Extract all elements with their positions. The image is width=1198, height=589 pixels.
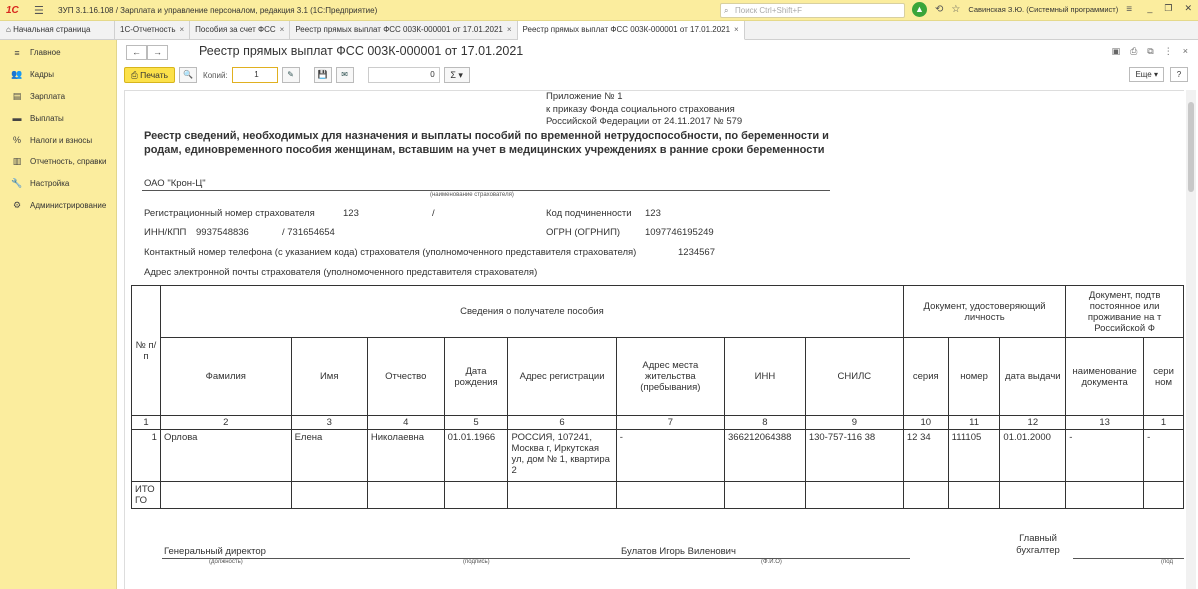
- col-number-label: 9: [805, 416, 903, 430]
- fio-caption: (Ф.И.О): [761, 559, 782, 565]
- copies-input[interactable]: 1: [232, 67, 278, 83]
- position-caption: (должность): [209, 559, 243, 565]
- sidebar-item-settings[interactable]: 🔧 Настройка: [11, 178, 70, 189]
- sidebar-item-payments[interactable]: ▬ Выплаты: [0, 107, 116, 129]
- wrench-icon: 🔧: [11, 178, 23, 189]
- preview-button[interactable]: 🔍: [179, 67, 197, 83]
- chief-sign-caption: (под: [1161, 559, 1173, 565]
- header-recipient: Сведения о получателе пособия: [160, 286, 903, 338]
- close-tab-icon[interactable]: ×: [179, 25, 185, 34]
- signature-line: [162, 558, 910, 559]
- printer-icon[interactable]: ⎙: [1130, 46, 1138, 56]
- director-position: Генеральный директор: [164, 546, 266, 557]
- home-icon: ⌂: [6, 25, 14, 34]
- close-tab-icon[interactable]: ×: [734, 25, 739, 34]
- percent-icon: %: [12, 135, 21, 146]
- col-number-label: 7: [616, 416, 724, 430]
- col-number-label: 4: [367, 416, 444, 430]
- cell-doc-name[interactable]: -: [1066, 430, 1144, 482]
- col-number-label: 6: [508, 416, 616, 430]
- list-icon: ▤: [12, 90, 22, 101]
- inn-label: ИНН/КПП: [144, 227, 187, 238]
- toolbar: [124, 66, 470, 84]
- search-input[interactable]: ⌕ Поиск Ctrl+Shift+F: [720, 3, 905, 18]
- col-snils: СНИЛС: [805, 338, 903, 416]
- vertical-scrollbar[interactable]: [1186, 90, 1196, 589]
- header-num: № п/п: [132, 286, 161, 416]
- col-number-label: 1: [132, 416, 161, 430]
- notifications-icon[interactable]: ▲: [912, 2, 927, 17]
- app-title: ЗУП 3.1.16.108 / Зарплата и управление персоналом, редакция 3.1 (1С:Предприятие): [57, 5, 378, 15]
- col-doc-series: сери ном: [1144, 338, 1184, 416]
- tab-fss-benefits[interactable]: Пособия за счет ФСС ×: [190, 21, 290, 40]
- registry-table: [131, 285, 1184, 509]
- close-icon[interactable]: ×: [1182, 46, 1188, 56]
- open-tabs: [0, 21, 1198, 40]
- col-number-label: 10: [903, 416, 948, 430]
- people-icon: 👥: [11, 69, 23, 80]
- signature-caption: (подпись): [463, 559, 490, 565]
- col-patronymic: Отчество: [367, 338, 444, 416]
- forward-button[interactable]: →: [147, 45, 168, 60]
- cell-patronymic[interactable]: Николаевна: [367, 430, 444, 482]
- cell-snils[interactable]: 130-757-116 38: [805, 430, 903, 482]
- page-title: Реестр прямых выплат ФСС 003К-000001 от 17.01.2021: [199, 44, 524, 58]
- document-heading: Реестр сведений, необходимых для назначения и выплаты пособий по временной нетрудоспособности, по беременности и родам, единовременного пособия женщинам, вставшим на учет в медицинских учреждениях в ранние сроки беременности: [144, 130, 829, 156]
- current-user[interactable]: Савинская З.Ю. (Системный программист): [968, 5, 1119, 14]
- ogrn-label: ОГРН (ОГРНИП): [546, 227, 621, 238]
- col-number-label: 2: [160, 416, 291, 430]
- col-number-label: 3: [291, 416, 367, 430]
- reg-number-label: Регистрационный номер страхователя: [144, 208, 315, 219]
- more-button[interactable]: Еще ▾: [1129, 67, 1164, 82]
- cell-series[interactable]: 12 34: [903, 430, 948, 482]
- help-button[interactable]: ?: [1170, 67, 1188, 82]
- col-birth-date: Дата рождения: [444, 338, 508, 416]
- sidebar-item-main[interactable]: ≡ Главное: [0, 42, 116, 64]
- col-name: Имя: [291, 338, 367, 416]
- main-menu-icon[interactable]: ☰: [34, 4, 44, 17]
- sum-field[interactable]: 0: [368, 67, 440, 83]
- col-number-label: 13: [1066, 416, 1144, 430]
- email-button[interactable]: ✉: [336, 67, 354, 83]
- insurer-caption: (наименование страхователя): [430, 192, 514, 198]
- chief-accountant-position: Главный бухгалтер: [1016, 533, 1060, 556]
- printer-icon: ⎙: [131, 70, 141, 80]
- print-form: [124, 90, 1184, 589]
- reg-separator: /: [432, 208, 435, 219]
- more-vert-icon[interactable]: ⋮: [1163, 46, 1173, 56]
- appendix-line-3: Российской Федерации от 24.11.2017 № 579: [546, 116, 743, 127]
- save-icon[interactable]: ▣: [1111, 46, 1121, 56]
- sidebar-item-admin[interactable]: ⚙ Администрирование: [0, 195, 116, 217]
- col-number-label: 5: [444, 416, 508, 430]
- header-id-document: Документ, удостоверяющий личность: [903, 286, 1065, 338]
- total-label: ИТО ГО: [132, 482, 161, 509]
- wallet-icon: ▬: [12, 113, 22, 124]
- reg-number-value: 123: [343, 208, 359, 219]
- phone-label: Контактный номер телефона (с указанием кода) страхователя (уполномоченного представителя страхователя): [144, 247, 637, 258]
- col-inn: ИНН: [725, 338, 806, 416]
- cell-reg-address[interactable]: РОССИЯ, 107241, Москва г, Иркутская ул, дом № 1, квартира 2: [508, 430, 616, 482]
- col-reg-address: Адрес регистрации: [508, 338, 616, 416]
- subordination-label: Код подчиненности: [546, 208, 632, 219]
- col-issue-date: дата выдачи: [1000, 338, 1066, 416]
- menu-icon: ≡: [14, 47, 20, 58]
- sidebar: [0, 40, 117, 589]
- cell-num[interactable]: 1: [132, 430, 161, 482]
- preview-icon[interactable]: ⧉: [1147, 46, 1154, 56]
- cell-inn[interactable]: 366212064388: [725, 430, 806, 482]
- sidebar-item-reports[interactable]: ▥ Отчетность, справки: [0, 151, 116, 173]
- back-button[interactable]: ←: [126, 45, 147, 60]
- sum-button[interactable]: Σ ▾: [444, 67, 470, 83]
- table-row[interactable]: [132, 430, 1184, 482]
- search-icon: ⌕: [724, 6, 729, 15]
- cell-number[interactable]: 111105: [948, 430, 1000, 482]
- col-number-label: 1: [1144, 416, 1184, 430]
- sidebar-item-hr[interactable]: 👥 Кадры: [11, 69, 54, 80]
- appendix-line-1: Приложение № 1: [546, 91, 623, 102]
- appendix-line-2: к приказу Фонда социального страхования: [546, 104, 735, 115]
- logo: 1С: [6, 4, 19, 16]
- phone-value: 1234567: [678, 247, 715, 258]
- inn-value: 9937548836: [196, 227, 249, 238]
- insurer-name: ОАО "Крон-Ц": [144, 178, 206, 189]
- cell-live-address[interactable]: -: [616, 430, 724, 482]
- settings-menu-icon[interactable]: ≡: [1126, 4, 1133, 15]
- email-label: Адрес электронной почты страхователя (уполномоченного представителя страхователя): [144, 267, 538, 278]
- gear-icon: ⚙: [12, 199, 22, 210]
- close-tab-icon[interactable]: ×: [279, 25, 285, 34]
- tab-registry-2[interactable]: Реестр прямых выплат ФСС 003К-000001 от 17.01.2021 ×: [518, 21, 745, 40]
- print-button[interactable]: ⎙ Печать: [124, 67, 175, 83]
- col-number-label: 11: [948, 416, 1000, 430]
- director-name: Булатов Игорь Виленович: [621, 546, 736, 557]
- history-icon[interactable]: ⟲: [935, 4, 944, 15]
- insurer-underline: [142, 190, 830, 191]
- copies-label: Копий:: [203, 70, 228, 80]
- sidebar-item-taxes[interactable]: % Налоги и взносы: [0, 129, 116, 151]
- scrollbar-thumb[interactable]: [1188, 102, 1194, 192]
- cell-surname[interactable]: Орлова: [160, 430, 291, 482]
- col-number-label: 12: [1000, 416, 1066, 430]
- col-live-address: Адрес места жительства (пребывания): [616, 338, 724, 416]
- col-number-label: 8: [725, 416, 806, 430]
- col-series: серия: [903, 338, 948, 416]
- favorites-icon[interactable]: ☆: [951, 4, 961, 15]
- header-residence-document: Документ, подтв постоянное или проживание на т Российской Ф: [1066, 286, 1184, 338]
- tab-home[interactable]: ⌂ Начальная страница: [0, 21, 115, 40]
- restore-icon[interactable]: ❐: [1164, 3, 1173, 13]
- close-window-icon[interactable]: ✕: [1184, 3, 1192, 13]
- tab-reporting[interactable]: 1С-Отчетность ×: [115, 21, 190, 40]
- col-doc-name: наименование документа: [1066, 338, 1144, 416]
- close-tab-icon[interactable]: ×: [506, 25, 512, 34]
- cell-doc-series[interactable]: -: [1144, 430, 1184, 482]
- main-area: [118, 40, 1198, 589]
- ogrn-value: 1097746195249: [645, 227, 714, 238]
- cell-name[interactable]: Елена: [291, 430, 367, 482]
- report-icon: ▥: [12, 156, 22, 167]
- sidebar-item-salary[interactable]: ▤ Зарплата: [0, 86, 116, 108]
- title-bar: [0, 0, 1198, 21]
- cell-birth-date[interactable]: 01.01.1966: [444, 430, 508, 482]
- edit-button[interactable]: ✎: [282, 67, 300, 83]
- subordination-value: 123: [645, 208, 661, 219]
- tab-registry-1[interactable]: Реестр прямых выплат ФСС 003К-000001 от 17.01.2021 ×: [290, 21, 517, 40]
- col-surname: Фамилия: [160, 338, 291, 416]
- save-button[interactable]: 💾: [314, 67, 332, 83]
- cell-issue-date[interactable]: 01.01.2000: [1000, 430, 1066, 482]
- minimize-icon[interactable]: _: [1147, 3, 1153, 13]
- kpp-value: / 731654654: [282, 227, 335, 238]
- col-number: номер: [948, 338, 1000, 416]
